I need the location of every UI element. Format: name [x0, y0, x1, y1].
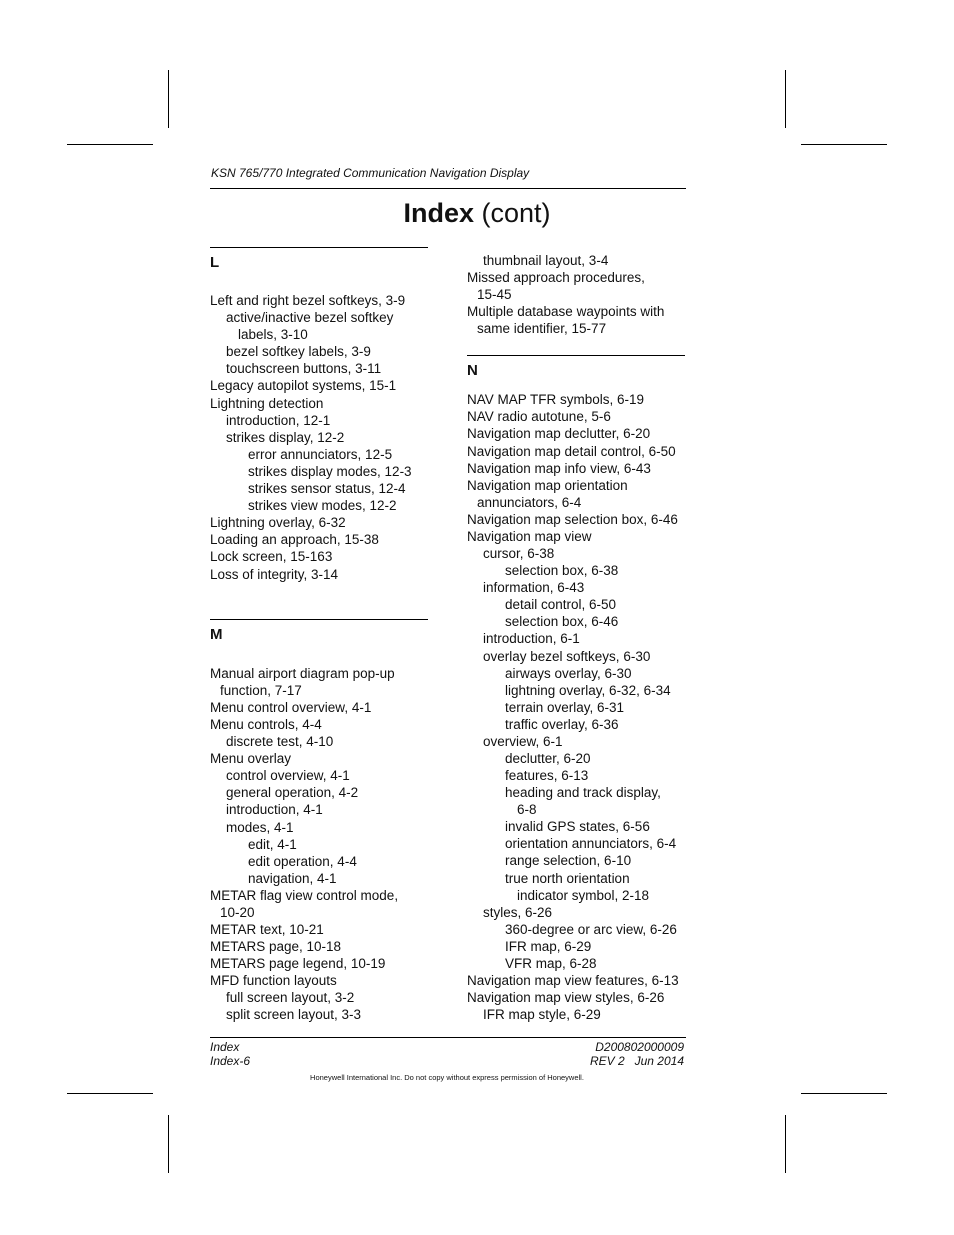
- index-entry: true north orientation: [505, 871, 630, 886]
- index-entry: Missed approach procedures,: [467, 270, 645, 285]
- index-entry: overlay bezel softkeys, 6-30: [483, 649, 651, 664]
- index-entry: strikes sensor status, 12-4: [248, 481, 406, 496]
- index-entry: METARS page legend, 10-19: [210, 956, 386, 971]
- index-entry-continuation: same identifier, 15-77: [477, 321, 607, 336]
- index-entry: detail control, 6-50: [505, 597, 617, 612]
- header-rule: [210, 188, 686, 189]
- running-header: KSN 765/770 Integrated Communication Navigation Display: [211, 166, 530, 180]
- index-entry: invalid GPS states, 6-56: [505, 819, 650, 834]
- index-entry: Navigation map declutter, 6-20: [467, 426, 651, 441]
- index-entry: traffic overlay, 6-36: [505, 717, 619, 732]
- index-entry: Lightning detection: [210, 396, 324, 411]
- index-entry: discrete test, 4-10: [226, 734, 334, 749]
- crop-mark: [801, 144, 887, 145]
- section-letter-n: N: [467, 362, 478, 379]
- section-rule: [467, 355, 685, 356]
- index-entry-continuation: labels, 3-10: [238, 327, 308, 342]
- page-title-bold: Index: [403, 198, 474, 228]
- index-entry: introduction, 4-1: [226, 802, 323, 817]
- index-entry: edit operation, 4-4: [248, 854, 357, 869]
- index-entry: Loading an approach, 15-38: [210, 532, 379, 547]
- page-title: [0, 198, 954, 229]
- index-entry-continuation: annunciators, 6-4: [477, 495, 582, 510]
- index-entry: METAR text, 10-21: [210, 922, 324, 937]
- index-entry: error annunciators, 12-5: [248, 447, 393, 462]
- crop-mark: [168, 70, 169, 128]
- index-entry: Navigation map view: [467, 529, 592, 544]
- footer-revision: REV 2 Jun 2014: [589, 1054, 684, 1068]
- section-letter-l: L: [210, 254, 220, 271]
- index-entry: Navigation map orientation: [467, 478, 628, 493]
- index-entry-continuation: 10-20: [220, 905, 255, 920]
- index-entry: navigation, 4-1: [248, 871, 337, 886]
- index-entry: Multiple database waypoints with: [467, 304, 665, 319]
- crop-mark: [801, 1093, 887, 1094]
- index-entry: terrain overlay, 6-31: [505, 700, 625, 715]
- index-entry: general operation, 4-2: [226, 785, 359, 800]
- index-entry: full screen layout, 3-2: [226, 990, 355, 1005]
- index-entry: styles, 6-26: [483, 905, 553, 920]
- index-entry: overview, 6-1: [483, 734, 563, 749]
- index-entry-continuation: 15-45: [477, 287, 512, 302]
- index-entry: Navigation map view styles, 6-26: [467, 990, 665, 1005]
- index-entry: strikes display modes, 12-3: [248, 464, 412, 479]
- index-entry: airways overlay, 6-30: [505, 666, 632, 681]
- index-entry: strikes display, 12-2: [226, 430, 345, 445]
- crop-mark: [168, 1115, 169, 1173]
- index-entry: Legacy autopilot systems, 15-1: [210, 378, 397, 393]
- footer-rule: [210, 1037, 686, 1038]
- index-entry: information, 6-43: [483, 580, 585, 595]
- index-entry: selection box, 6-38: [505, 563, 619, 578]
- index-entry: thumbnail layout, 3-4: [483, 253, 609, 268]
- section-letter-m: M: [210, 626, 223, 643]
- index-entry: introduction, 12-1: [226, 413, 331, 428]
- footer-document-number: D200802000009: [595, 1040, 684, 1054]
- index-entry: MFD function layouts: [210, 973, 337, 988]
- index-entry: features, 6-13: [505, 768, 589, 783]
- crop-mark: [785, 1115, 786, 1173]
- index-entry: NAV MAP TFR symbols, 6-19: [467, 392, 645, 407]
- index-entry: heading and track display,: [505, 785, 661, 800]
- index-entry: VFR map, 6-28: [505, 956, 597, 971]
- index-entry: METAR flag view control mode,: [210, 888, 399, 903]
- index-entry: Navigation map selection box, 6-46: [467, 512, 678, 527]
- section-rule: [210, 619, 428, 620]
- index-entry-continuation: indicator symbol, 2-18: [517, 888, 650, 903]
- index-entry: IFR map style, 6-29: [483, 1007, 601, 1022]
- crop-mark: [67, 144, 153, 145]
- index-entry-continuation: function, 7-17: [220, 683, 302, 698]
- index-entry: NAV radio autotune, 5-6: [467, 409, 611, 424]
- index-entry: touchscreen buttons, 3-11: [226, 361, 382, 376]
- index-entry-continuation: 6-8: [517, 802, 537, 817]
- index-entry: bezel softkey labels, 3-9: [226, 344, 371, 359]
- crop-mark: [785, 70, 786, 128]
- index-entry: introduction, 6-1: [483, 631, 580, 646]
- index-entry: Menu control overview, 4-1: [210, 700, 372, 715]
- index-entry: modes, 4-1: [226, 820, 294, 835]
- index-entry: cursor, 6-38: [483, 546, 555, 561]
- index-entry: Navigation map view features, 6-13: [467, 973, 679, 988]
- index-entry: IFR map, 6-29: [505, 939, 592, 954]
- page-title-rest: (cont): [474, 198, 551, 228]
- section-rule: [210, 247, 428, 248]
- index-entry: Left and right bezel softkeys, 3-9: [210, 293, 406, 308]
- index-entry: Lock screen, 15-163: [210, 549, 333, 564]
- index-entry: Manual airport diagram pop‑up: [210, 666, 395, 681]
- index-entry: Menu overlay: [210, 751, 292, 766]
- index-entry: selection box, 6-46: [505, 614, 619, 629]
- index-entry: Loss of integrity, 3-14: [210, 567, 339, 582]
- index-entry: Navigation map info view, 6-43: [467, 461, 651, 476]
- index-entry: declutter, 6-20: [505, 751, 591, 766]
- crop-mark: [67, 1093, 153, 1094]
- index-entry: Lightning overlay, 6-32: [210, 515, 346, 530]
- index-entry: active/inactive bezel softkey: [226, 310, 394, 325]
- index-entry: METARS page, 10-18: [210, 939, 342, 954]
- footer-page-number: Index‑6: [210, 1054, 251, 1068]
- index-entry: strikes view modes, 12-2: [248, 498, 397, 513]
- index-entry: Navigation map detail control, 6-50: [467, 444, 676, 459]
- index-entry: Menu controls, 4-4: [210, 717, 322, 732]
- index-entry: control overview, 4-1: [226, 768, 350, 783]
- index-entry: orientation annunciators, 6-4: [505, 836, 677, 851]
- copyright-notice: Honeywell International Inc. Do not copy without express permission of Honeywell.: [310, 1073, 584, 1082]
- index-entry: range selection, 6-10: [505, 853, 632, 868]
- index-entry: edit, 4-1: [248, 837, 297, 852]
- index-entry: 360‑degree or arc view, 6-26: [505, 922, 677, 937]
- index-entry: lightning overlay, 6-32, 6-34: [505, 683, 671, 698]
- index-entry: split screen layout, 3-3: [226, 1007, 362, 1022]
- footer-section: Index: [210, 1040, 240, 1054]
